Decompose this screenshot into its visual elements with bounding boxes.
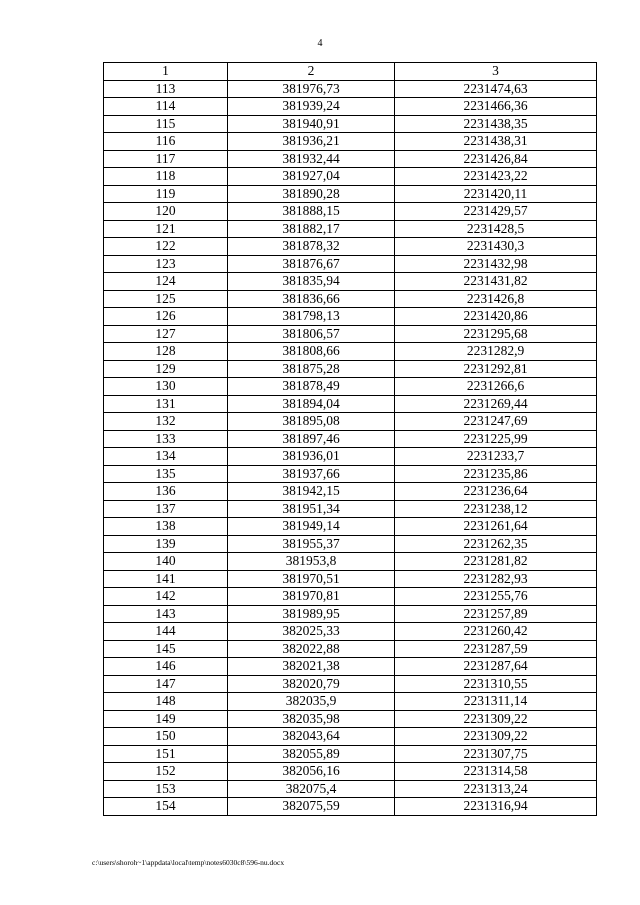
- point-number-cell: 136: [104, 483, 228, 501]
- table-row: [104, 203, 597, 221]
- point-number-cell: 114: [104, 98, 228, 116]
- y-coordinate-cell: 2231466,36: [395, 98, 597, 116]
- x-coordinate-cell: 381808,66: [228, 343, 395, 361]
- table-row: [104, 728, 597, 746]
- point-number-cell: 132: [104, 413, 228, 431]
- x-coordinate-cell: 381890,28: [228, 185, 395, 203]
- table-row: [104, 623, 597, 641]
- y-coordinate-cell: 2231429,57: [395, 203, 597, 221]
- point-number-cell: 125: [104, 290, 228, 308]
- x-coordinate-cell: 381835,94: [228, 273, 395, 291]
- table-row: [104, 710, 597, 728]
- point-number-cell: 126: [104, 308, 228, 326]
- y-coordinate-cell: 2231430,3: [395, 238, 597, 256]
- x-coordinate-cell: 381882,17: [228, 220, 395, 238]
- table-row: [104, 308, 597, 326]
- point-number-cell: 150: [104, 728, 228, 746]
- y-coordinate-cell: 2231236,64: [395, 483, 597, 501]
- table-row: [104, 500, 597, 518]
- point-number-cell: 117: [104, 150, 228, 168]
- table-row: [104, 588, 597, 606]
- y-coordinate-cell: 2231309,22: [395, 710, 597, 728]
- x-coordinate-cell: 382022,88: [228, 640, 395, 658]
- y-coordinate-cell: 2231287,59: [395, 640, 597, 658]
- point-number-cell: 143: [104, 605, 228, 623]
- x-coordinate-cell: 381932,44: [228, 150, 395, 168]
- y-coordinate-cell: 2231247,69: [395, 413, 597, 431]
- x-coordinate-cell: 381878,32: [228, 238, 395, 256]
- table-row: [104, 658, 597, 676]
- column-header-3: 3: [395, 63, 597, 81]
- y-coordinate-cell: 2231474,63: [395, 80, 597, 98]
- x-coordinate-cell: 381989,95: [228, 605, 395, 623]
- point-number-cell: 133: [104, 430, 228, 448]
- y-coordinate-cell: 2231316,94: [395, 798, 597, 816]
- y-coordinate-cell: 2231438,35: [395, 115, 597, 133]
- y-coordinate-cell: 2231292,81: [395, 360, 597, 378]
- point-number-cell: 123: [104, 255, 228, 273]
- footer-file-path: c:\users\shoroh~1\appdata\local\temp\notes6030c8\596-nu.docx: [92, 858, 285, 867]
- x-coordinate-cell: 381936,21: [228, 133, 395, 151]
- point-number-cell: 154: [104, 798, 228, 816]
- x-coordinate-cell: 381888,15: [228, 203, 395, 221]
- x-coordinate-cell: 382075,4: [228, 780, 395, 798]
- y-coordinate-cell: 2231262,35: [395, 535, 597, 553]
- table-row: [104, 798, 597, 816]
- x-coordinate-cell: 381878,49: [228, 378, 395, 396]
- x-coordinate-cell: 382021,38: [228, 658, 395, 676]
- x-coordinate-cell: 381976,73: [228, 80, 395, 98]
- point-number-cell: 145: [104, 640, 228, 658]
- point-number-cell: 137: [104, 500, 228, 518]
- table-row: [104, 185, 597, 203]
- point-number-cell: 134: [104, 448, 228, 466]
- table-body: [104, 80, 597, 815]
- table-row: [104, 763, 597, 781]
- y-coordinate-cell: 2231311,14: [395, 693, 597, 711]
- table-row: [104, 780, 597, 798]
- point-number-cell: 153: [104, 780, 228, 798]
- y-coordinate-cell: 2231307,75: [395, 745, 597, 763]
- y-coordinate-cell: 2231432,98: [395, 255, 597, 273]
- table-row: [104, 133, 597, 151]
- table-row: [104, 570, 597, 588]
- point-number-cell: 141: [104, 570, 228, 588]
- table-row: [104, 273, 597, 291]
- y-coordinate-cell: 2231257,89: [395, 605, 597, 623]
- point-number-cell: 138: [104, 518, 228, 536]
- point-number-cell: 151: [104, 745, 228, 763]
- x-coordinate-cell: 381895,08: [228, 413, 395, 431]
- x-coordinate-cell: 381806,57: [228, 325, 395, 343]
- table-row: [104, 395, 597, 413]
- table-row: [104, 343, 597, 361]
- y-coordinate-cell: 2231309,22: [395, 728, 597, 746]
- point-number-cell: 146: [104, 658, 228, 676]
- x-coordinate-cell: 381798,13: [228, 308, 395, 326]
- table-row: [104, 413, 597, 431]
- point-number-cell: 131: [104, 395, 228, 413]
- x-coordinate-cell: 381875,28: [228, 360, 395, 378]
- point-number-cell: 124: [104, 273, 228, 291]
- x-coordinate-cell: 381955,37: [228, 535, 395, 553]
- table-row: [104, 80, 597, 98]
- point-number-cell: 149: [104, 710, 228, 728]
- table-row: [104, 98, 597, 116]
- table-header-row: [104, 63, 597, 81]
- table-row: [104, 553, 597, 571]
- y-coordinate-cell: 2231426,84: [395, 150, 597, 168]
- y-coordinate-cell: 2231438,31: [395, 133, 597, 151]
- table-row: [104, 378, 597, 396]
- y-coordinate-cell: 2231426,8: [395, 290, 597, 308]
- table-row: [104, 675, 597, 693]
- table-row: [104, 483, 597, 501]
- point-number-cell: 147: [104, 675, 228, 693]
- x-coordinate-cell: 382056,16: [228, 763, 395, 781]
- y-coordinate-cell: 2231261,64: [395, 518, 597, 536]
- point-number-cell: 116: [104, 133, 228, 151]
- y-coordinate-cell: 2231281,82: [395, 553, 597, 571]
- table-row: [104, 465, 597, 483]
- x-coordinate-cell: 381942,15: [228, 483, 395, 501]
- y-coordinate-cell: 2231287,64: [395, 658, 597, 676]
- point-number-cell: 115: [104, 115, 228, 133]
- x-coordinate-cell: 381970,81: [228, 588, 395, 606]
- table-row: [104, 220, 597, 238]
- table-row: [104, 168, 597, 186]
- point-number-cell: 130: [104, 378, 228, 396]
- table-row: [104, 640, 597, 658]
- point-number-cell: 122: [104, 238, 228, 256]
- y-coordinate-cell: 2231282,93: [395, 570, 597, 588]
- y-coordinate-cell: 2231266,6: [395, 378, 597, 396]
- x-coordinate-cell: 381894,04: [228, 395, 395, 413]
- y-coordinate-cell: 2231282,9: [395, 343, 597, 361]
- y-coordinate-cell: 2231420,11: [395, 185, 597, 203]
- y-coordinate-cell: 2231295,68: [395, 325, 597, 343]
- x-coordinate-cell: 381836,66: [228, 290, 395, 308]
- x-coordinate-cell: 382035,98: [228, 710, 395, 728]
- table-row: [104, 115, 597, 133]
- table-row: [104, 325, 597, 343]
- table-row: [104, 535, 597, 553]
- x-coordinate-cell: 381937,66: [228, 465, 395, 483]
- point-number-cell: 142: [104, 588, 228, 606]
- table-row: [104, 238, 597, 256]
- point-number-cell: 113: [104, 80, 228, 98]
- y-coordinate-cell: 2231428,5: [395, 220, 597, 238]
- coordinates-table: [103, 62, 597, 816]
- table-row: [104, 360, 597, 378]
- table-row: [104, 430, 597, 448]
- x-coordinate-cell: 381897,46: [228, 430, 395, 448]
- point-number-cell: 140: [104, 553, 228, 571]
- x-coordinate-cell: 381970,51: [228, 570, 395, 588]
- page-number: 4: [317, 38, 323, 49]
- table-row: [104, 290, 597, 308]
- y-coordinate-cell: 2231255,76: [395, 588, 597, 606]
- table-row: [104, 150, 597, 168]
- point-number-cell: 129: [104, 360, 228, 378]
- y-coordinate-cell: 2231431,82: [395, 273, 597, 291]
- point-number-cell: 152: [104, 763, 228, 781]
- x-coordinate-cell: 381951,34: [228, 500, 395, 518]
- y-coordinate-cell: 2231225,99: [395, 430, 597, 448]
- y-coordinate-cell: 2231314,58: [395, 763, 597, 781]
- point-number-cell: 118: [104, 168, 228, 186]
- table-row: [104, 745, 597, 763]
- x-coordinate-cell: 381949,14: [228, 518, 395, 536]
- column-header-1: 1: [104, 63, 228, 81]
- table-row: [104, 605, 597, 623]
- x-coordinate-cell: 382075,59: [228, 798, 395, 816]
- y-coordinate-cell: 2231423,22: [395, 168, 597, 186]
- x-coordinate-cell: 381939,24: [228, 98, 395, 116]
- x-coordinate-cell: 381940,91: [228, 115, 395, 133]
- x-coordinate-cell: 382025,33: [228, 623, 395, 641]
- y-coordinate-cell: 2231260,42: [395, 623, 597, 641]
- point-number-cell: 119: [104, 185, 228, 203]
- point-number-cell: 120: [104, 203, 228, 221]
- table-row: [104, 693, 597, 711]
- table-row: [104, 255, 597, 273]
- y-coordinate-cell: 2231313,24: [395, 780, 597, 798]
- y-coordinate-cell: 2231235,86: [395, 465, 597, 483]
- y-coordinate-cell: 2231310,55: [395, 675, 597, 693]
- point-number-cell: 139: [104, 535, 228, 553]
- y-coordinate-cell: 2231238,12: [395, 500, 597, 518]
- point-number-cell: 144: [104, 623, 228, 641]
- x-coordinate-cell: 381936,01: [228, 448, 395, 466]
- x-coordinate-cell: 382020,79: [228, 675, 395, 693]
- y-coordinate-cell: 2231233,7: [395, 448, 597, 466]
- point-number-cell: 148: [104, 693, 228, 711]
- point-number-cell: 135: [104, 465, 228, 483]
- x-coordinate-cell: 382043,64: [228, 728, 395, 746]
- x-coordinate-cell: 382055,89: [228, 745, 395, 763]
- table-row: [104, 518, 597, 536]
- point-number-cell: 128: [104, 343, 228, 361]
- x-coordinate-cell: 381953,8: [228, 553, 395, 571]
- x-coordinate-cell: 381876,67: [228, 255, 395, 273]
- table-row: [104, 448, 597, 466]
- point-number-cell: 127: [104, 325, 228, 343]
- y-coordinate-cell: 2231420,86: [395, 308, 597, 326]
- point-number-cell: 121: [104, 220, 228, 238]
- x-coordinate-cell: 382035,9: [228, 693, 395, 711]
- y-coordinate-cell: 2231269,44: [395, 395, 597, 413]
- column-header-2: 2: [228, 63, 395, 81]
- x-coordinate-cell: 381927,04: [228, 168, 395, 186]
